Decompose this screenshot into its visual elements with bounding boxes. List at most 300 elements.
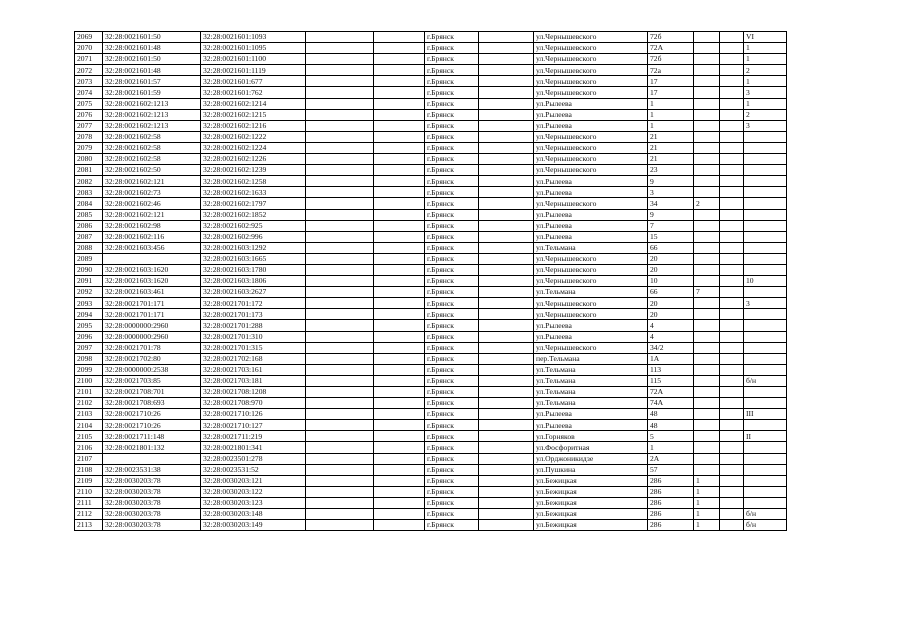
cell-house-number: 48 [648, 420, 694, 431]
cell-building: 1 [694, 509, 720, 520]
cell-object-cadastral-number: 32:28:0021701:172 [201, 298, 306, 309]
cell-col-5 [374, 176, 425, 187]
cadastral-table [74, 31, 787, 531]
cell-col-4 [306, 464, 374, 475]
cell-building: 7 [694, 287, 720, 298]
cell-street: ул.Рылеева [534, 120, 648, 131]
cell-row-number: 2099 [75, 364, 103, 375]
cell-building [694, 165, 720, 176]
cell-object-cadastral-number: 32:28:0021603:1806 [201, 276, 306, 287]
cell-apartment [744, 165, 787, 176]
cell-street: ул.Чернышевского [534, 165, 648, 176]
cell-col-11 [720, 398, 744, 409]
cell-col-11 [720, 32, 744, 43]
cell-parcel-cadastral-number: 32:28:0021602:116 [103, 231, 201, 242]
cell-house-number: 72а [648, 65, 694, 76]
cell-col-7 [479, 276, 534, 287]
cell-city: г.Брянск [425, 198, 479, 209]
cell-street: ул.Рылеева [534, 331, 648, 342]
cell-street: ул.Чернышевского [534, 276, 648, 287]
cell-house-number: 286 [648, 509, 694, 520]
cell-building [694, 32, 720, 43]
cell-parcel-cadastral-number: 32:28:0021602:1213 [103, 120, 201, 131]
cell-col-7 [479, 198, 534, 209]
cell-city: г.Брянск [425, 165, 479, 176]
cell-col-5 [374, 486, 425, 497]
cell-house-number: 72б [648, 54, 694, 65]
cell-apartment: б/н [744, 375, 787, 386]
cell-house-number: 20 [648, 264, 694, 275]
cell-col-11 [720, 176, 744, 187]
cell-apartment: 3 [744, 87, 787, 98]
cell-col-4 [306, 420, 374, 431]
cell-house-number: 72А [648, 387, 694, 398]
cell-col-7 [479, 98, 534, 109]
cell-object-cadastral-number: 32:28:0021603:2627 [201, 287, 306, 298]
cell-street: ул.Рылеева [534, 320, 648, 331]
cell-col-7 [479, 264, 534, 275]
cell-city: г.Брянск [425, 342, 479, 353]
cell-building [694, 43, 720, 54]
cell-row-number: 2098 [75, 353, 103, 364]
cell-house-number: 66 [648, 287, 694, 298]
cell-city: г.Брянск [425, 375, 479, 386]
cell-row-number: 2092 [75, 287, 103, 298]
cell-apartment: II [744, 431, 787, 442]
cell-house-number: 23 [648, 165, 694, 176]
cell-street: ул.Чернышевского [534, 87, 648, 98]
cell-parcel-cadastral-number: 32:28:0021601:48 [103, 43, 201, 54]
cell-house-number: 34 [648, 198, 694, 209]
cell-col-7 [479, 409, 534, 420]
cell-house-number: 34/2 [648, 342, 694, 353]
cell-col-11 [720, 486, 744, 497]
table-row [75, 131, 787, 142]
cell-city: г.Брянск [425, 309, 479, 320]
cell-col-7 [479, 442, 534, 453]
cell-house-number: 286 [648, 520, 694, 531]
cell-row-number: 2079 [75, 142, 103, 153]
table-row [75, 231, 787, 242]
cell-city: г.Брянск [425, 176, 479, 187]
cell-building [694, 420, 720, 431]
cell-building [694, 142, 720, 153]
table-row [75, 76, 787, 87]
cell-object-cadastral-number: 32:28:0030203:148 [201, 509, 306, 520]
cell-col-5 [374, 475, 425, 486]
cell-col-4 [306, 387, 374, 398]
cell-street: ул.Пушкина [534, 464, 648, 475]
cell-apartment: 1 [744, 54, 787, 65]
cell-col-7 [479, 32, 534, 43]
table-row [75, 375, 787, 386]
cell-apartment: 1 [744, 43, 787, 54]
table-row [75, 520, 787, 531]
cell-building [694, 342, 720, 353]
table-row [75, 32, 787, 43]
cell-house-number: 7 [648, 220, 694, 231]
cell-apartment [744, 131, 787, 142]
cell-col-11 [720, 320, 744, 331]
cell-house-number: 1 [648, 442, 694, 453]
cell-parcel-cadastral-number: 32:28:0021602:1213 [103, 98, 201, 109]
cell-building [694, 253, 720, 264]
cell-street: пер.Тельмана [534, 353, 648, 364]
cell-col-5 [374, 264, 425, 275]
cell-object-cadastral-number: 32:28:0021701:310 [201, 331, 306, 342]
table-row [75, 120, 787, 131]
cell-street: ул.Рылеева [534, 409, 648, 420]
cell-row-number: 2071 [75, 54, 103, 65]
cell-city: г.Брянск [425, 464, 479, 475]
cell-house-number: 9 [648, 176, 694, 187]
cell-col-5 [374, 320, 425, 331]
cell-building [694, 387, 720, 398]
cell-row-number: 2113 [75, 520, 103, 531]
cell-street: ул.Чернышевского [534, 54, 648, 65]
cell-building [694, 54, 720, 65]
cell-apartment [744, 209, 787, 220]
cell-object-cadastral-number: 32:28:0021603:1665 [201, 253, 306, 264]
cell-street: ул.Тельмана [534, 287, 648, 298]
cell-city: г.Брянск [425, 398, 479, 409]
cell-col-5 [374, 87, 425, 98]
cell-col-7 [479, 287, 534, 298]
cell-city: г.Брянск [425, 154, 479, 165]
cell-apartment: 3 [744, 120, 787, 131]
cell-col-7 [479, 309, 534, 320]
cell-apartment [744, 486, 787, 497]
cell-col-7 [479, 331, 534, 342]
cell-city: г.Брянск [425, 54, 479, 65]
cell-col-7 [479, 486, 534, 497]
cell-parcel-cadastral-number: 32:28:0021602:46 [103, 198, 201, 209]
table-row [75, 65, 787, 76]
cell-building [694, 431, 720, 442]
cell-object-cadastral-number: 32:28:0021602:1239 [201, 165, 306, 176]
cell-col-11 [720, 87, 744, 98]
cell-street: ул.Рылеева [534, 176, 648, 187]
cell-building [694, 353, 720, 364]
cell-house-number: 17 [648, 76, 694, 87]
table-row [75, 420, 787, 431]
cell-building [694, 309, 720, 320]
cell-object-cadastral-number: 32:28:0021703:161 [201, 364, 306, 375]
cell-house-number: 3 [648, 187, 694, 198]
cell-col-11 [720, 342, 744, 353]
cell-col-11 [720, 442, 744, 453]
cell-col-5 [374, 65, 425, 76]
cell-street: ул.Чернышевского [534, 32, 648, 43]
cell-col-11 [720, 198, 744, 209]
cell-parcel-cadastral-number: 32:28:0030203:78 [103, 497, 201, 508]
cell-building [694, 242, 720, 253]
cell-col-4 [306, 287, 374, 298]
cell-col-4 [306, 242, 374, 253]
cell-house-number: 1 [648, 98, 694, 109]
cell-col-7 [479, 398, 534, 409]
cell-house-number: 4 [648, 320, 694, 331]
cell-apartment [744, 264, 787, 275]
table-row [75, 165, 787, 176]
cell-street: ул.Чернышевского [534, 131, 648, 142]
cell-apartment: 2 [744, 109, 787, 120]
cell-col-4 [306, 120, 374, 131]
cell-row-number: 2096 [75, 331, 103, 342]
cell-apartment [744, 331, 787, 342]
cell-object-cadastral-number: 32:28:0021708:970 [201, 398, 306, 409]
cell-building [694, 65, 720, 76]
cell-row-number: 2109 [75, 475, 103, 486]
cell-row-number: 2072 [75, 65, 103, 76]
cell-col-5 [374, 154, 425, 165]
cell-col-11 [720, 464, 744, 475]
cell-col-5 [374, 209, 425, 220]
cell-city: г.Брянск [425, 509, 479, 520]
cell-col-4 [306, 431, 374, 442]
cell-city: г.Брянск [425, 209, 479, 220]
cell-city: г.Брянск [425, 109, 479, 120]
cell-building: 1 [694, 520, 720, 531]
cell-col-4 [306, 409, 374, 420]
cell-row-number: 2083 [75, 187, 103, 198]
cell-house-number: 286 [648, 486, 694, 497]
cell-row-number: 2094 [75, 309, 103, 320]
cell-col-11 [720, 375, 744, 386]
cell-object-cadastral-number: 32:28:0023501:278 [201, 453, 306, 464]
cell-row-number: 2077 [75, 120, 103, 131]
cell-apartment: VI [744, 32, 787, 43]
cell-parcel-cadastral-number: 32:28:0030203:78 [103, 475, 201, 486]
cell-object-cadastral-number: 32:28:0021710:126 [201, 409, 306, 420]
table-row [75, 176, 787, 187]
cell-building [694, 375, 720, 386]
cell-city: г.Брянск [425, 131, 479, 142]
cell-object-cadastral-number: 32:28:0021602:1226 [201, 154, 306, 165]
cell-col-5 [374, 497, 425, 508]
cell-city: г.Брянск [425, 276, 479, 287]
cell-col-4 [306, 131, 374, 142]
cell-col-4 [306, 497, 374, 508]
cell-apartment [744, 342, 787, 353]
cell-apartment [744, 420, 787, 431]
cell-col-7 [479, 298, 534, 309]
table-row [75, 364, 787, 375]
cell-city: г.Брянск [425, 32, 479, 43]
cell-city: г.Брянск [425, 442, 479, 453]
cell-col-5 [374, 165, 425, 176]
cell-col-11 [720, 431, 744, 442]
cell-col-11 [720, 353, 744, 364]
cell-col-4 [306, 65, 374, 76]
cell-col-5 [374, 120, 425, 131]
cell-object-cadastral-number: 32:28:0021702:168 [201, 353, 306, 364]
cell-object-cadastral-number: 32:28:0021602:1216 [201, 120, 306, 131]
cell-street: ул.Чернышевского [534, 298, 648, 309]
cell-col-5 [374, 453, 425, 464]
cell-object-cadastral-number: 32:28:0021601:1100 [201, 54, 306, 65]
cell-col-4 [306, 54, 374, 65]
cell-row-number: 2088 [75, 242, 103, 253]
cell-parcel-cadastral-number: 32:28:0021601:50 [103, 32, 201, 43]
cell-col-5 [374, 375, 425, 386]
cell-col-11 [720, 65, 744, 76]
cell-col-11 [720, 253, 744, 264]
cell-col-5 [374, 298, 425, 309]
table-row [75, 309, 787, 320]
cell-col-5 [374, 98, 425, 109]
cell-col-5 [374, 442, 425, 453]
cell-object-cadastral-number: 32:28:0021603:1292 [201, 242, 306, 253]
cell-col-5 [374, 198, 425, 209]
cell-parcel-cadastral-number: 32:28:0030203:78 [103, 509, 201, 520]
cell-row-number: 2080 [75, 154, 103, 165]
table-row [75, 253, 787, 264]
cell-col-7 [479, 431, 534, 442]
cell-city: г.Брянск [425, 497, 479, 508]
table-row [75, 209, 787, 220]
cell-col-5 [374, 54, 425, 65]
cell-col-4 [306, 165, 374, 176]
cell-city: г.Брянск [425, 187, 479, 198]
cell-row-number: 2103 [75, 409, 103, 420]
cell-row-number: 2075 [75, 98, 103, 109]
cell-col-11 [720, 109, 744, 120]
cell-house-number: 74А [648, 398, 694, 409]
cell-street: ул.Тельмана [534, 375, 648, 386]
cell-col-11 [720, 98, 744, 109]
cell-street: ул.Чернышевского [534, 65, 648, 76]
cell-object-cadastral-number: 32:28:0021602:1214 [201, 98, 306, 109]
cell-object-cadastral-number: 32:28:0021602:1224 [201, 142, 306, 153]
cell-row-number: 2104 [75, 420, 103, 431]
cell-row-number: 2073 [75, 76, 103, 87]
cell-col-5 [374, 253, 425, 264]
cell-street: ул.Бежицкая [534, 520, 648, 531]
cell-row-number: 2074 [75, 87, 103, 98]
cell-col-7 [479, 231, 534, 242]
cell-parcel-cadastral-number: 32:28:0021603:1620 [103, 276, 201, 287]
cell-street: ул.Чернышевского [534, 342, 648, 353]
cell-apartment [744, 475, 787, 486]
cell-building [694, 176, 720, 187]
cell-apartment [744, 309, 787, 320]
cell-apartment [744, 398, 787, 409]
cell-col-4 [306, 375, 374, 386]
cell-apartment [744, 198, 787, 209]
table-row [75, 464, 787, 475]
cell-building [694, 231, 720, 242]
cell-row-number: 2102 [75, 398, 103, 409]
cell-col-11 [720, 154, 744, 165]
cell-street: ул.Тельмана [534, 242, 648, 253]
cell-house-number: 1 [648, 109, 694, 120]
table-row [75, 331, 787, 342]
cell-street: ул.Тельмана [534, 364, 648, 375]
cell-street: ул.Чернышевского [534, 154, 648, 165]
cell-col-7 [479, 187, 534, 198]
cell-col-4 [306, 398, 374, 409]
cell-row-number: 2081 [75, 165, 103, 176]
cell-apartment [744, 353, 787, 364]
cell-street: ул.Рылеева [534, 187, 648, 198]
cell-street: ул.Рылеева [534, 231, 648, 242]
cell-street: ул.Рылеева [534, 220, 648, 231]
cell-house-number: 20 [648, 253, 694, 264]
cell-city: г.Брянск [425, 420, 479, 431]
cell-house-number: 10 [648, 276, 694, 287]
cell-col-11 [720, 331, 744, 342]
cell-building [694, 87, 720, 98]
cell-house-number: 15 [648, 231, 694, 242]
cell-house-number: 1 [648, 120, 694, 131]
cell-house-number: 21 [648, 154, 694, 165]
cell-col-5 [374, 464, 425, 475]
cell-street: ул.Чернышевского [534, 198, 648, 209]
cell-row-number: 2078 [75, 131, 103, 142]
cell-street: ул.Фосфоритная [534, 442, 648, 453]
cell-street: ул.Бежицкая [534, 486, 648, 497]
cell-building [694, 464, 720, 475]
table-row [75, 409, 787, 420]
cell-col-7 [479, 453, 534, 464]
cell-col-7 [479, 120, 534, 131]
cell-col-4 [306, 486, 374, 497]
cell-apartment [744, 253, 787, 264]
cell-parcel-cadastral-number: 32:28:0021708:693 [103, 398, 201, 409]
cell-street: ул.Чернышевского [534, 264, 648, 275]
cell-col-5 [374, 287, 425, 298]
cell-parcel-cadastral-number: 32:28:0021710:26 [103, 420, 201, 431]
cell-object-cadastral-number: 32:28:0030203:121 [201, 475, 306, 486]
cell-col-4 [306, 442, 374, 453]
cell-building [694, 76, 720, 87]
cell-building [694, 264, 720, 275]
cell-col-5 [374, 76, 425, 87]
cell-street: ул.Бежицкая [534, 509, 648, 520]
cell-street: ул.Чернышевского [534, 253, 648, 264]
cell-row-number: 2087 [75, 231, 103, 242]
cell-apartment [744, 154, 787, 165]
cell-building [694, 298, 720, 309]
cell-building [694, 131, 720, 142]
cell-col-7 [479, 154, 534, 165]
cell-col-4 [306, 509, 374, 520]
cell-col-5 [374, 409, 425, 420]
cell-object-cadastral-number: 32:28:0021601:677 [201, 76, 306, 87]
cell-col-11 [720, 165, 744, 176]
cell-row-number: 2070 [75, 43, 103, 54]
cell-col-4 [306, 309, 374, 320]
cell-col-5 [374, 353, 425, 364]
cell-house-number: 5 [648, 431, 694, 442]
cell-object-cadastral-number: 32:28:0023531:52 [201, 464, 306, 475]
cell-col-7 [479, 253, 534, 264]
cell-parcel-cadastral-number: 32:28:0023531:38 [103, 464, 201, 475]
cell-col-4 [306, 231, 374, 242]
cell-col-7 [479, 320, 534, 331]
cell-row-number: 2095 [75, 320, 103, 331]
cell-col-7 [479, 475, 534, 486]
cell-parcel-cadastral-number: 32:28:0021602:1213 [103, 109, 201, 120]
cell-building [694, 409, 720, 420]
cell-house-number: 113 [648, 364, 694, 375]
cell-object-cadastral-number: 32:28:0021710:127 [201, 420, 306, 431]
table-row [75, 298, 787, 309]
cell-house-number: 21 [648, 131, 694, 142]
cell-col-11 [720, 287, 744, 298]
cell-apartment: 2 [744, 65, 787, 76]
